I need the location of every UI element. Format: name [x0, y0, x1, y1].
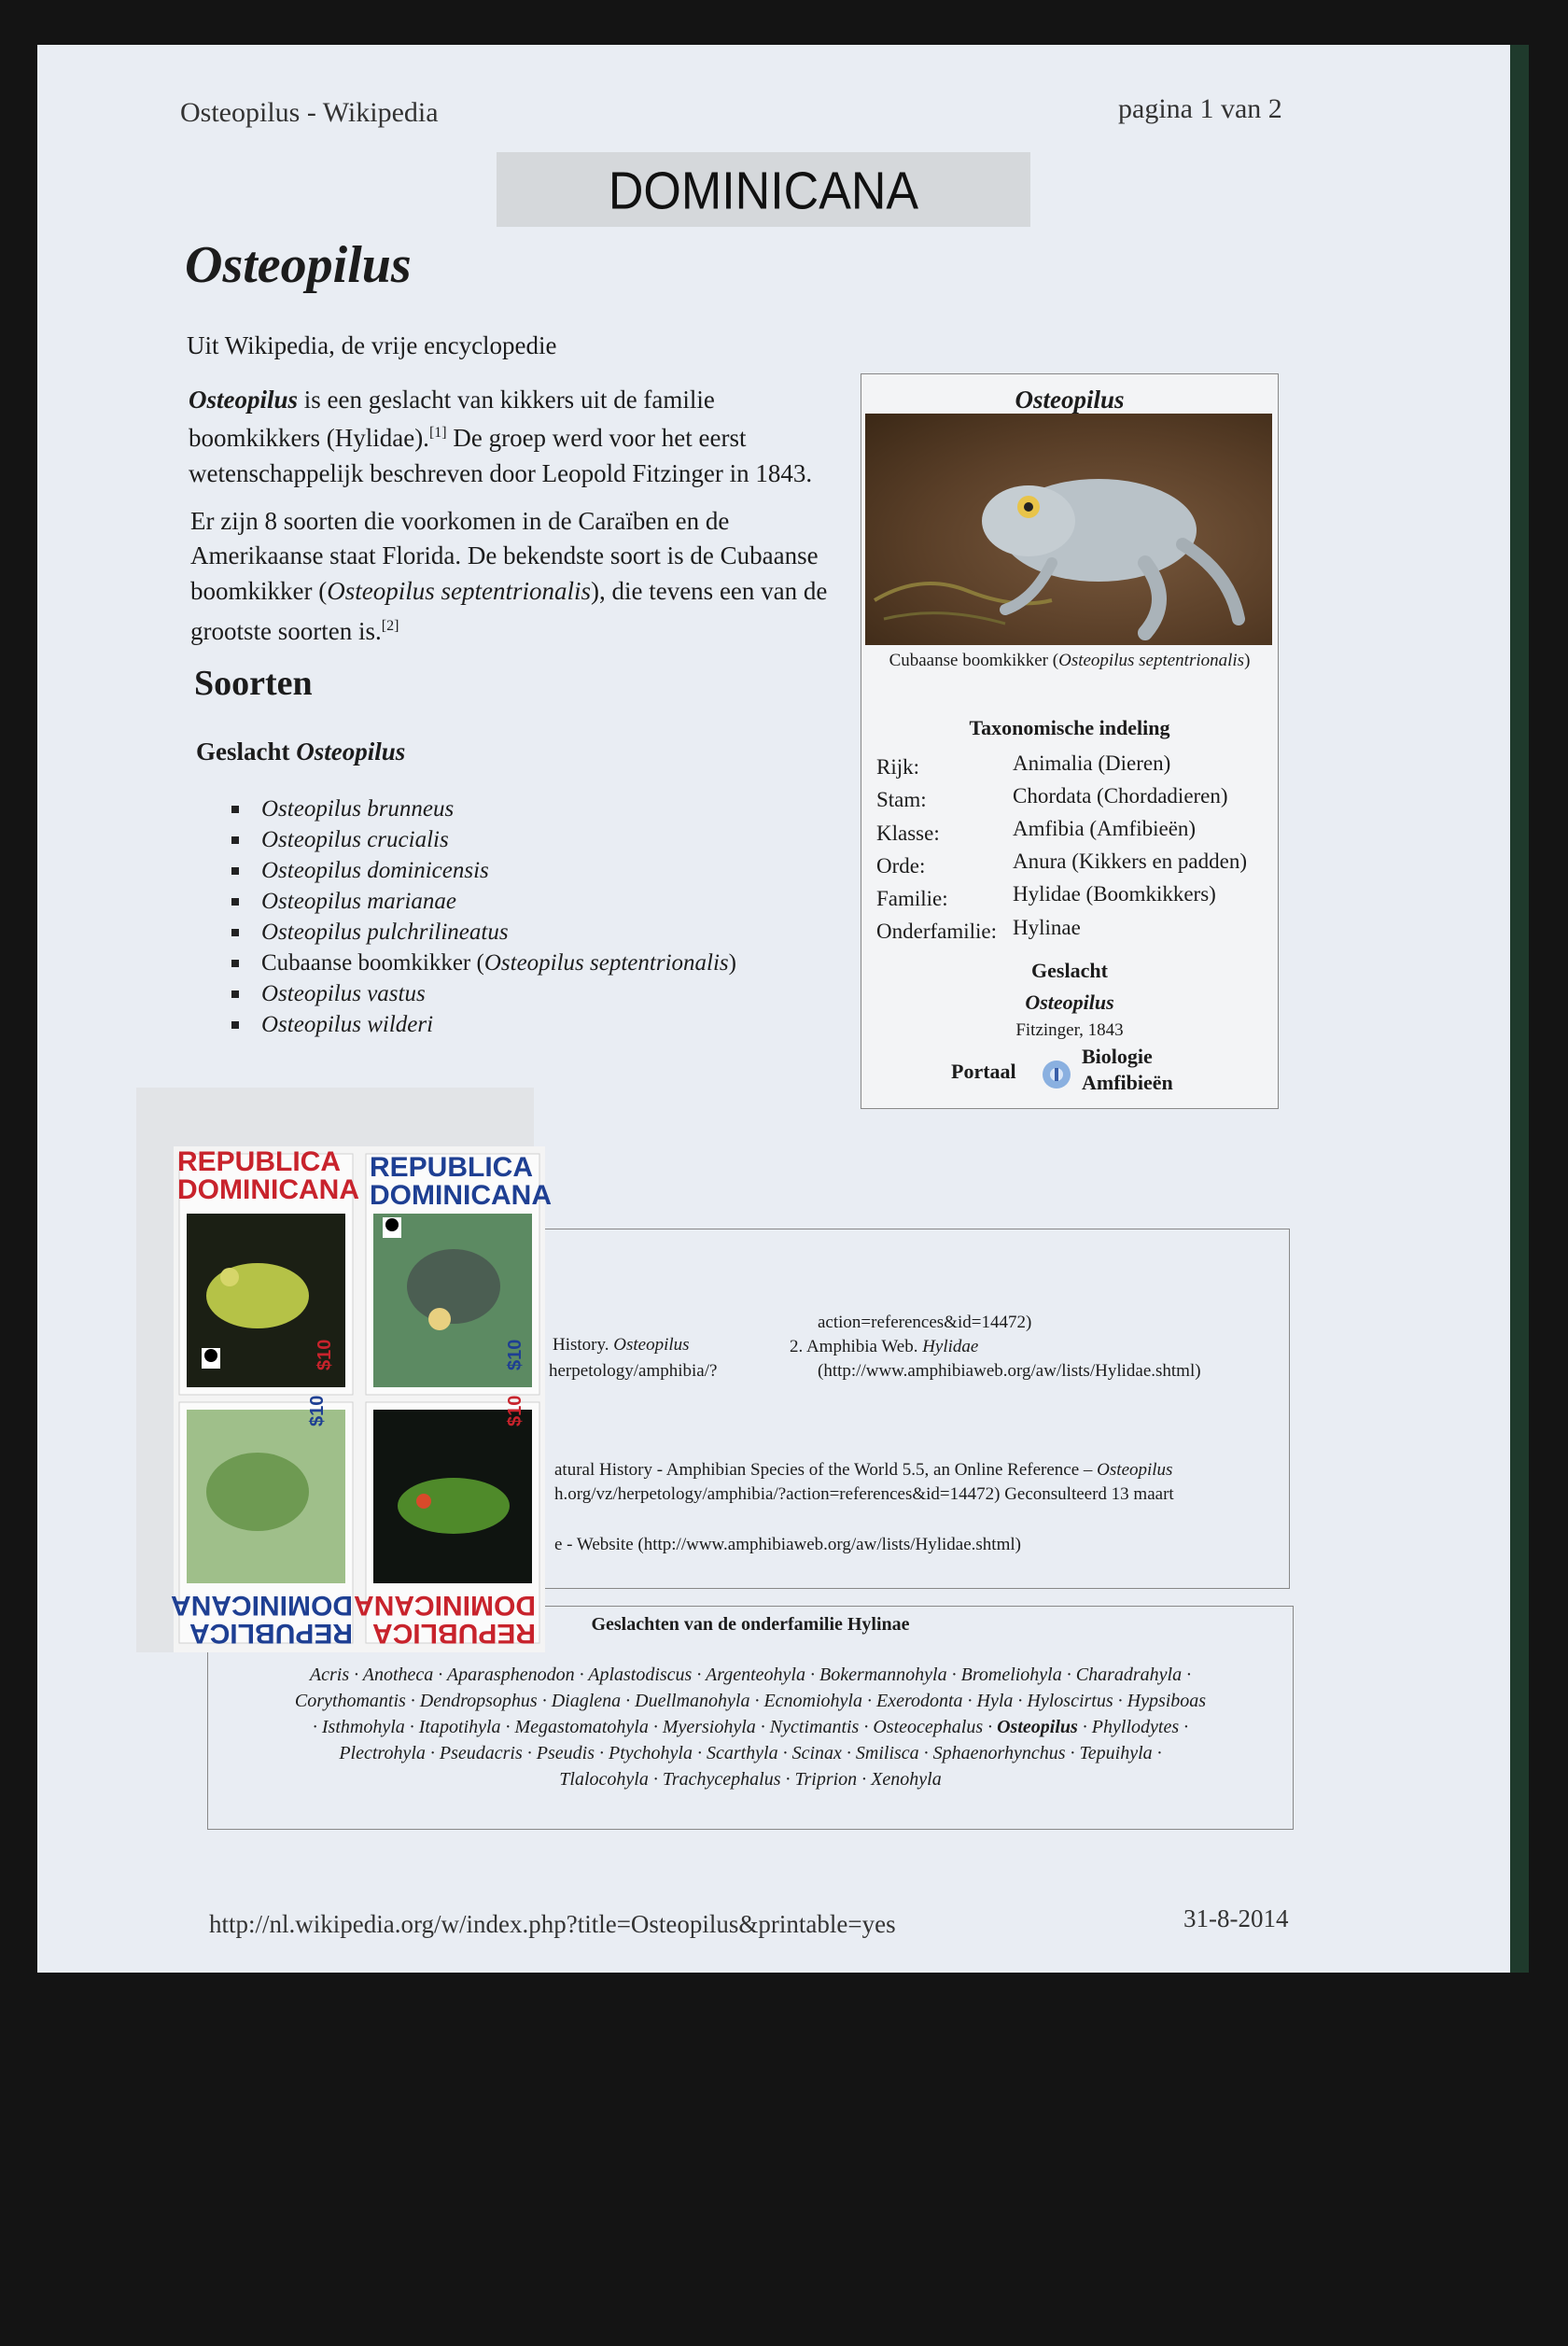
list-item[interactable] [231, 917, 866, 948]
caption-common: Cubaanse boomkikker ( [889, 651, 1059, 670]
dist-line-3-species: Osteopilus septentrionalis [327, 576, 591, 605]
stamp-block-art [174, 1146, 545, 1652]
stamp-value: $10 [505, 1395, 525, 1426]
subsection-text: Geslacht [196, 738, 297, 766]
stamp-country-bl [171, 1591, 353, 1647]
tax-value-link[interactable]: Animalia (Dieren) [1013, 752, 1171, 775]
ref-2-family: Hylidae [922, 1337, 979, 1356]
species-name: Osteopilus dominicensis [261, 858, 489, 883]
caption-close: ) [1244, 651, 1251, 670]
tax-key: Familie: [876, 887, 948, 910]
country-banner-text: DOMINICANA [608, 162, 919, 221]
dist-line-4: grootste soorten is. [190, 616, 382, 645]
tax-key: Klasse: [876, 822, 940, 845]
portal-link-biologie[interactable]: Biologie [1082, 1045, 1153, 1068]
taxobox-title: Osteopilus [1015, 386, 1125, 414]
intro-line-1: is een geslacht van kikkers uit de familie [298, 386, 715, 414]
species-list [231, 794, 866, 1040]
subsection-genus: Osteopilus [296, 738, 406, 766]
stamp-country-line-2: DOMINICANA [177, 1174, 359, 1205]
genus-author: Fitzinger, 1843 [1015, 1020, 1124, 1040]
ref-1-line-2[interactable]: herpetology/amphibia/? [549, 1361, 718, 1381]
page-header-title: Osteopilus - Wikipedia [180, 97, 439, 128]
stamp-value: $10 [315, 1339, 335, 1370]
tax-key: Onderfamilie: [876, 920, 998, 943]
portal-link-amfibieen[interactable]: Amfibieën [1082, 1071, 1173, 1094]
stamp-value: $10 [505, 1339, 525, 1370]
binder-edge [1510, 45, 1529, 1973]
ref-1-line-3[interactable]: action=references&id=14472) [818, 1313, 1032, 1332]
species-name: Osteopilus pulchrilineatus [261, 920, 509, 945]
stamp-country-tr [370, 1154, 552, 1210]
list-item[interactable] [231, 948, 866, 978]
stamp-country-line-1: REPUBLICA [371, 1618, 536, 1649]
dist-line-3a: boomkikker ( [190, 576, 328, 605]
country-banner [497, 152, 1030, 227]
article-tagline: Uit Wikipedia, de vrije encyclopedie [187, 331, 557, 359]
tax-key: Rijk: [876, 755, 920, 779]
species-name: Osteopilus marianae [261, 889, 457, 914]
list-item[interactable] [231, 978, 866, 1009]
ref-2-line-2[interactable]: (http://www.amphibiaweb.org/aw/lists/Hylidae.shtml) [818, 1361, 1201, 1381]
page-header-pagenum: pagina 1 van 2 [1118, 93, 1282, 124]
species-name: Osteopilus brunneus [261, 796, 455, 822]
portal-label: Portaal [951, 1060, 1016, 1083]
ref-line-a-genus: Osteopilus [1097, 1460, 1173, 1480]
species-name-close: ) [728, 950, 736, 976]
taxonomy-heading: Taxonomische indeling [969, 716, 1170, 739]
ref-2-text: 2. Amphibia Web. [790, 1337, 923, 1356]
intro-line-2a: boomkikkers (Hylidae). [189, 424, 429, 453]
stamp-value: $10 [307, 1395, 328, 1426]
ref-line-a-text: atural History - Amphibian Species of the World 5.5, an Online Reference – [554, 1460, 1098, 1480]
navbox-line-3-end: · Phyllodytes · [1082, 1717, 1189, 1737]
paragraph-distribution [190, 504, 844, 649]
genus-label: Geslacht [1031, 959, 1108, 982]
dist-line-2: Amerikaanse staat Florida. De bekendste soort is de Cubaanse [190, 541, 819, 570]
tax-value-link[interactable]: Amfibia (Amfibieën) [1013, 817, 1197, 840]
paragraph-intro [189, 383, 842, 491]
ref-link-2[interactable]: [2] [381, 617, 399, 634]
stamp-country-line-2: DOMINICANA [354, 1590, 536, 1621]
stamp-country-line-2: DOMINICANA [171, 1590, 353, 1621]
frog-photo[interactable] [865, 414, 1272, 645]
ref-1-text: History. [553, 1335, 614, 1355]
tax-value-link[interactable]: Hylidae (Boomkikkers) [1013, 882, 1216, 906]
species-name: Osteopilus crucialis [261, 827, 449, 852]
stamp-country-line-1: REPUBLICA [189, 1618, 353, 1649]
tax-key: Stam: [876, 788, 927, 811]
ref-2-line-1 [790, 1337, 978, 1357]
navbox-line-5[interactable]: Tlalocohyla · Trachycephalus · Triprion · Xenohyla [559, 1769, 942, 1790]
genus-name: Osteopilus [1025, 990, 1114, 1014]
list-item[interactable] [231, 1009, 866, 1040]
frog-illustration [865, 414, 1272, 645]
ref-1-genus: Osteopilus [613, 1335, 690, 1355]
portal-icon[interactable] [1041, 1059, 1072, 1090]
navbox-current-genus: Osteopilus [997, 1717, 1078, 1737]
ref-line-b[interactable]: h.org/vz/herpetology/amphibia/?action=references&id=14472) Geconsulteerd 13 maart [554, 1484, 1174, 1504]
list-item[interactable] [231, 794, 866, 824]
list-item[interactable] [231, 855, 866, 886]
stamp-country-br [354, 1591, 536, 1647]
navbox-line-3[interactable] [208, 1717, 1293, 1738]
stamp-block[interactable] [174, 1146, 545, 1652]
intro-bold-name: Osteopilus [189, 386, 299, 414]
dist-line-1: Er zijn 8 soorten die voorkomen in de Caraïben en de [190, 507, 730, 535]
species-name-common: Cubaanse boomkikker ( [261, 950, 484, 976]
article-title: Osteopilus [185, 236, 412, 294]
navbox-line-2[interactable]: Corythomantis · Dendropsophus · Diaglena · Duellmanohyla · Ecnomiohyla · Exerodonta · Hyla · Hyloscirtus · Hypsiboas [294, 1691, 1207, 1711]
ref-link-1[interactable]: [1] [428, 425, 447, 442]
ref-1-line-1 [553, 1335, 690, 1356]
taxobox [861, 373, 1279, 1109]
stamp-country-line-2: DOMINICANA [370, 1180, 552, 1211]
species-name: Osteopilus vastus [261, 981, 426, 1006]
species-name: Osteopilus wilderi [261, 1012, 434, 1037]
tax-key: Orde: [876, 854, 926, 878]
caption-species: Osteopilus septentrionalis [1058, 651, 1245, 670]
stamp-country-line-1: REPUBLICA [177, 1146, 342, 1177]
navbox-line-4[interactable]: Plectrohyla · Pseudacris · Pseudis · Ptychohyla · Scarthyla · Scinax · Smilisca · Sphaenorhynchus · Tepuihyla · [339, 1743, 1162, 1763]
navbox-line-3-text: · Isthmohyla · Itapotihyla · Megastomatohyla · Myersiohyla · Nyctimantis · Osteocephalus · [312, 1717, 993, 1737]
section-heading-soorten: Soorten [194, 664, 313, 703]
navbox-title: Geslachten van de onderfamilie Hylinae [591, 1614, 910, 1635]
subsection-heading-genus [196, 738, 405, 766]
footer-date: 31-8-2014 [1183, 1904, 1289, 1932]
stamp-country-tl [177, 1148, 359, 1204]
intro-line-2b: De groep werd voor het eerst [446, 424, 747, 453]
ref-line-a [554, 1460, 1172, 1481]
stamp-country-line-1: REPUBLICA [370, 1152, 534, 1183]
photo-caption [861, 651, 1278, 671]
tax-value-link[interactable]: Anura (Kikkers en padden) [1013, 850, 1247, 873]
ref-line-c[interactable]: e - Website (http://www.amphibiaweb.org/aw/lists/Hylidae.shtml) [554, 1535, 1021, 1554]
tax-value-link[interactable]: Chordata (Chordadieren) [1013, 784, 1228, 808]
tax-value-link[interactable]: Hylinae [1013, 916, 1081, 939]
navbox-line-1[interactable]: Acris · Anotheca · Aparasphenodon · Aplastodiscus · Argenteohyla · Bokermannohyla · Bromeliohyla · Charadrahyla · [309, 1665, 1192, 1685]
footer-url[interactable]: http://nl.wikipedia.org/w/index.php?title=Osteopilus&printable=yes [209, 1910, 896, 1938]
list-item[interactable] [231, 824, 866, 855]
dist-line-3b: ), die tevens een van de [590, 576, 828, 605]
list-item[interactable] [231, 886, 866, 917]
intro-line-3: wetenschappelijk beschreven door Leopold Fitzinger in 1843. [189, 458, 813, 487]
species-name: Osteopilus septentrionalis [483, 950, 729, 976]
